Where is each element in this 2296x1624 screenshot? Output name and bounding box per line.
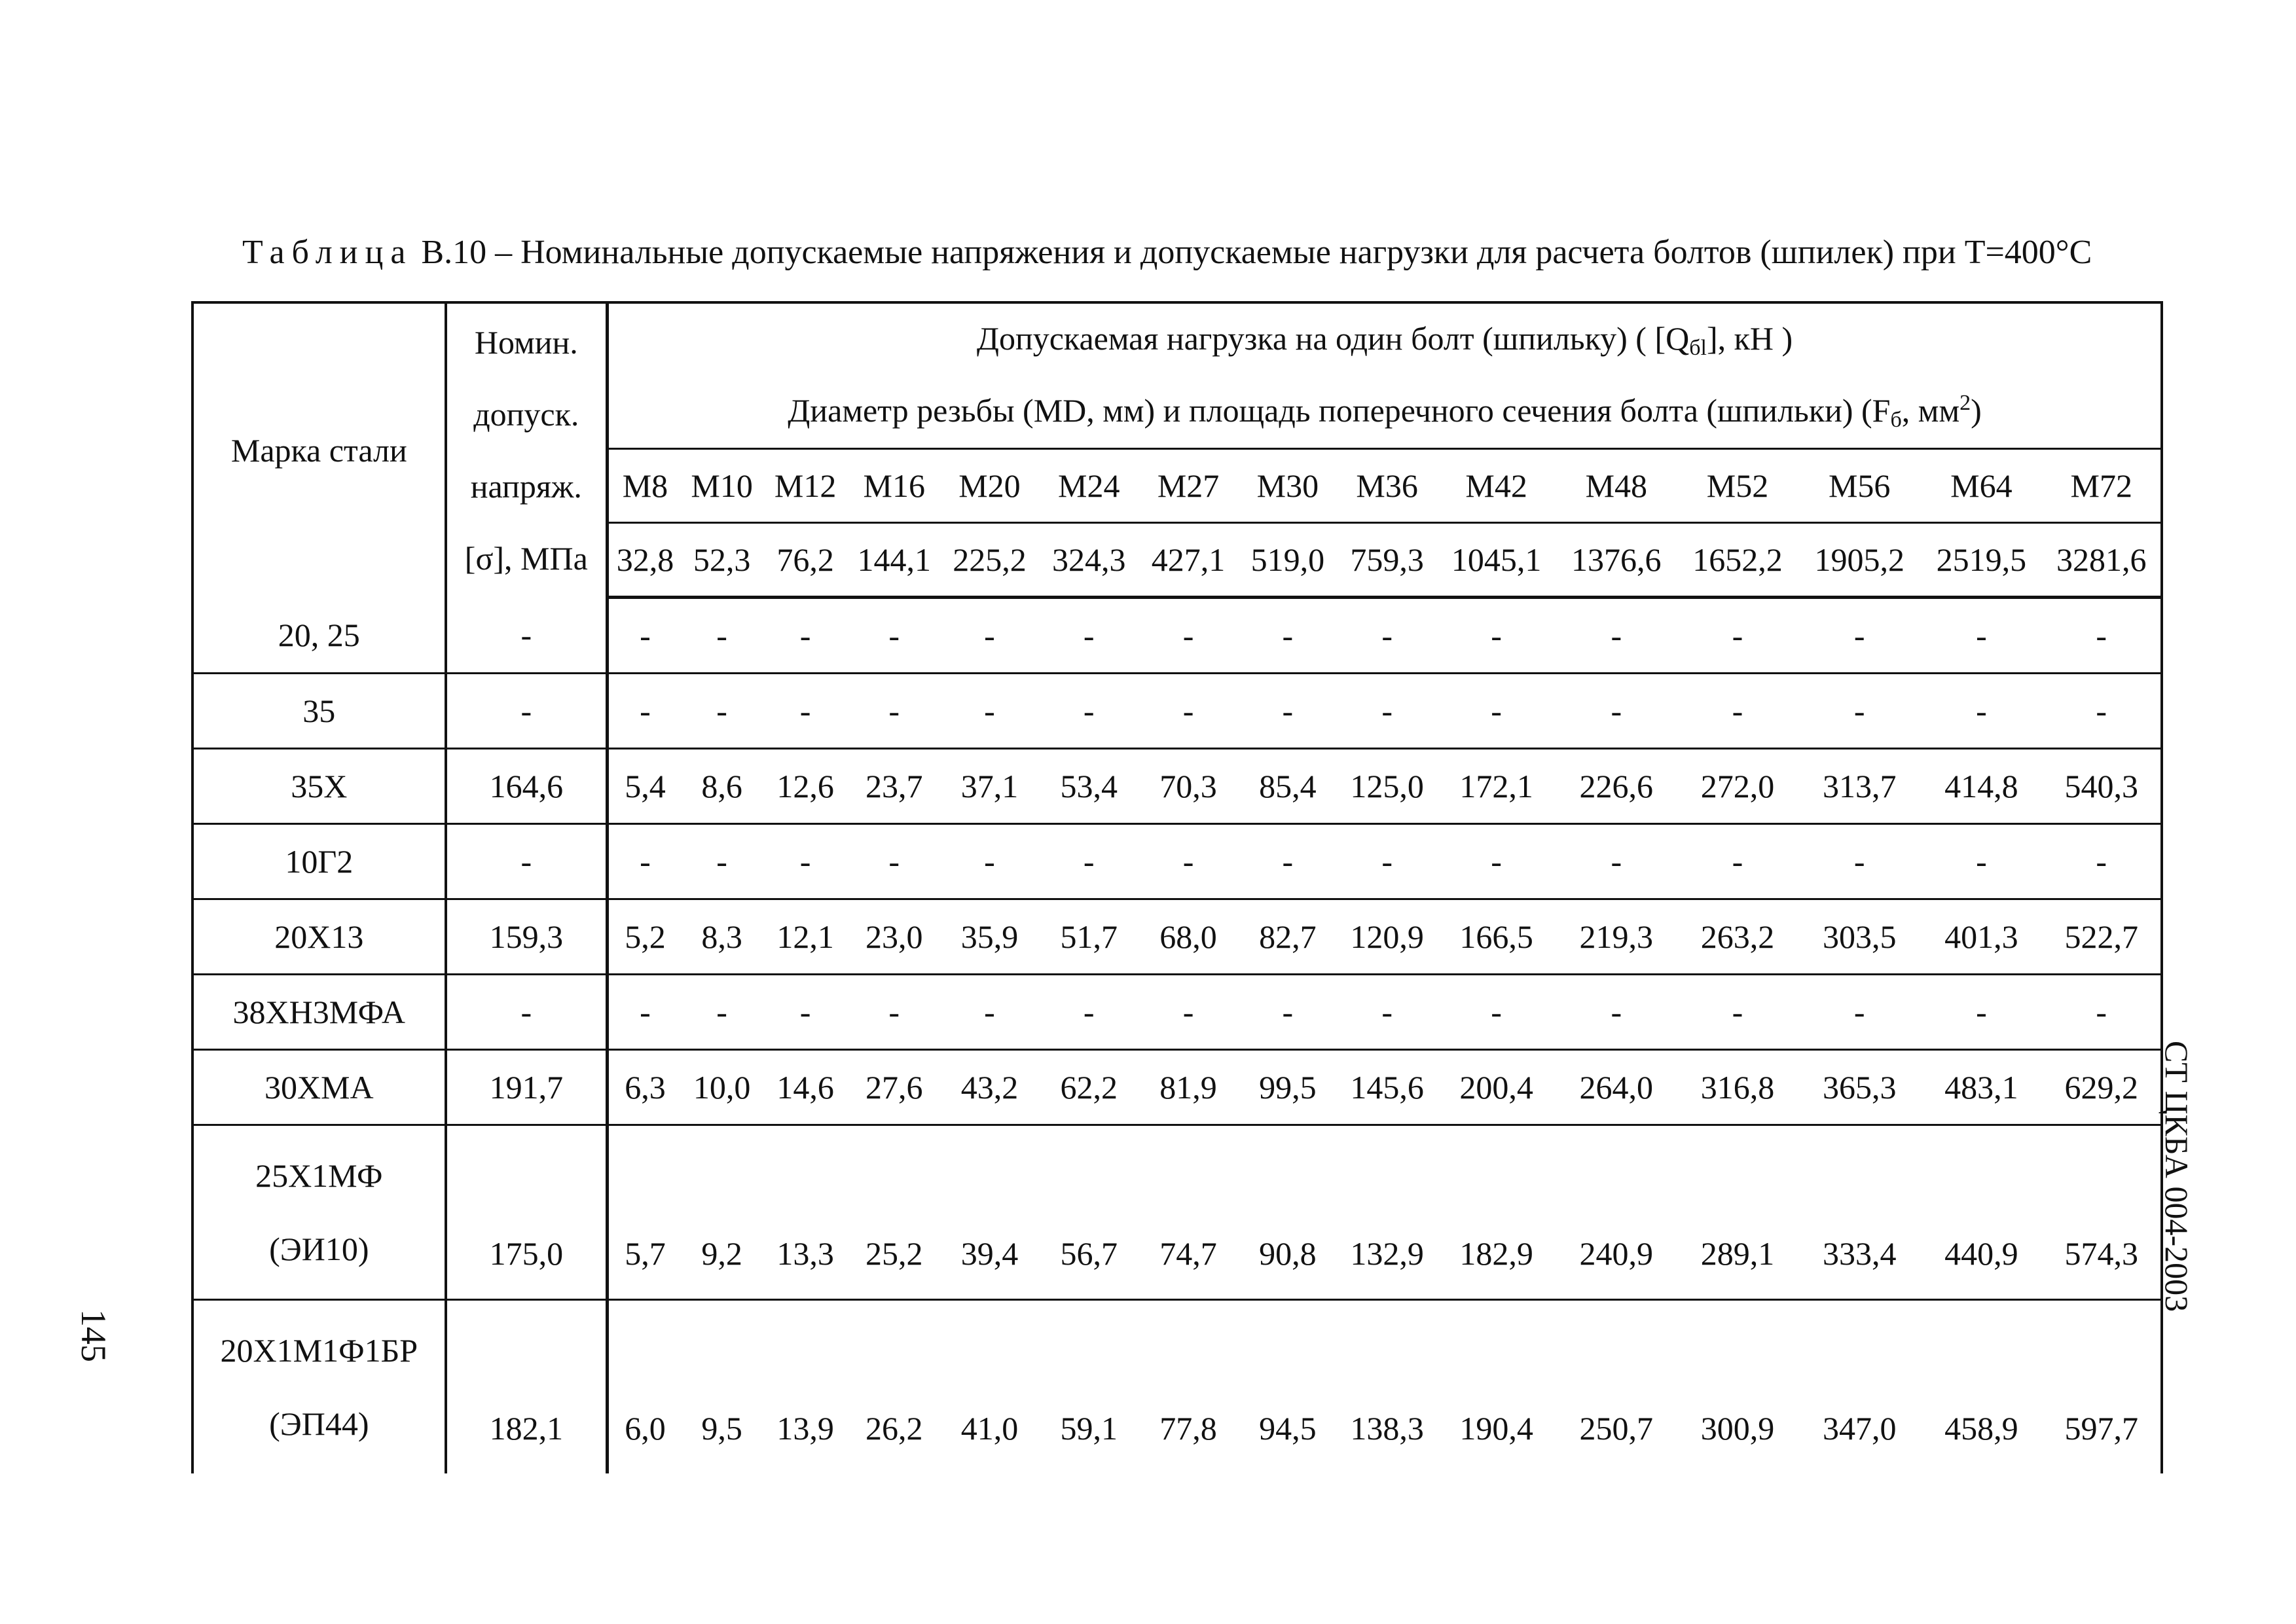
load-cell: - bbox=[1238, 975, 1338, 1050]
steel-grade-line: (ЭИ10) bbox=[269, 1231, 369, 1267]
load-cell: - bbox=[1798, 824, 1920, 899]
load-cell: - bbox=[940, 975, 1040, 1050]
load-cell: - bbox=[1338, 975, 1437, 1050]
load-cell: - bbox=[1238, 598, 1338, 674]
load-cell: - bbox=[682, 674, 762, 749]
load-cell: - bbox=[1920, 674, 2042, 749]
area-cell: 1045,1 bbox=[1437, 523, 1556, 598]
load-cell: 41,0 bbox=[960, 1410, 1019, 1447]
header-diam-text: Диаметр резьбы (MD, мм) и площадь поперечного сечения болта (шпильки) (F bbox=[788, 392, 1891, 429]
header-stress-line-2: допуск. bbox=[473, 396, 579, 433]
header-stress-line-3: напряж. bbox=[470, 468, 582, 505]
stress-cell: 191,7 bbox=[446, 1050, 608, 1125]
table-row bbox=[192, 749, 2162, 824]
load-cell: 23,0 bbox=[848, 899, 940, 975]
load-cell: 74,7 bbox=[1139, 1125, 1238, 1300]
header-load-sub: бl bbox=[1689, 335, 1707, 360]
load-cell: 289,1 bbox=[1677, 1125, 1798, 1300]
load-cell: - bbox=[1798, 598, 1920, 674]
area-cell: 32,8 bbox=[608, 523, 682, 598]
stress-cell: 175,0 bbox=[446, 1125, 608, 1300]
area-cell: 759,3 bbox=[1338, 523, 1437, 598]
header-diam-sub: б bbox=[1890, 408, 1902, 432]
header-stress bbox=[446, 302, 608, 598]
diameter-cell: M20 bbox=[940, 449, 1040, 523]
load-cell: - bbox=[682, 975, 762, 1050]
load-cell: 316,8 bbox=[1677, 1050, 1798, 1125]
area-cell: 1905,2 bbox=[1798, 523, 1920, 598]
load-cell: - bbox=[1437, 824, 1556, 899]
load-cell: - bbox=[940, 674, 1040, 749]
load-cell: 94,5 bbox=[1259, 1410, 1317, 1447]
header-load-text: Допускаемая нагрузка на один болт (шпильку) ( [Q bbox=[976, 319, 1690, 357]
load-cell: 172,1 bbox=[1437, 749, 1556, 824]
header-stress-line-4: [σ], МПа bbox=[464, 540, 588, 577]
header-load-tail: ], кН ) bbox=[1706, 319, 1793, 357]
load-cell: - bbox=[1556, 598, 1677, 674]
load-cell: - bbox=[608, 824, 682, 899]
load-cell: 522,7 bbox=[2043, 899, 2162, 975]
load-cell: - bbox=[762, 598, 848, 674]
load-cell: 219,3 bbox=[1556, 899, 1677, 975]
load-cell: 37,1 bbox=[940, 749, 1040, 824]
load-cell: 483,1 bbox=[1920, 1050, 2042, 1125]
area-cell: 52,3 bbox=[682, 523, 762, 598]
load-cell: 12,6 bbox=[762, 749, 848, 824]
load-cell: - bbox=[1338, 598, 1437, 674]
diameter-cell: M10 bbox=[682, 449, 762, 523]
area-cell: 1376,6 bbox=[1556, 523, 1677, 598]
load-cell: 35,9 bbox=[940, 899, 1040, 975]
header-load-title bbox=[608, 302, 2162, 376]
load-cell: 99,5 bbox=[1238, 1050, 1338, 1125]
load-cell: 59,1 bbox=[1060, 1410, 1118, 1447]
load-cell: - bbox=[2043, 824, 2162, 899]
load-cell: 300,9 bbox=[1700, 1410, 1775, 1447]
load-cell: - bbox=[682, 824, 762, 899]
load-cell: - bbox=[1139, 824, 1238, 899]
header-stress-line-1: Номин. bbox=[474, 324, 578, 361]
load-cell: 70,3 bbox=[1139, 749, 1238, 824]
load-cell: - bbox=[1677, 824, 1798, 899]
load-cell: - bbox=[848, 598, 940, 674]
diameter-cell: M36 bbox=[1338, 449, 1437, 523]
table-row bbox=[192, 975, 2162, 1050]
table-caption bbox=[242, 236, 2092, 270]
diameter-cell: M42 bbox=[1437, 449, 1556, 523]
load-cell: 303,5 bbox=[1798, 899, 1920, 975]
diameter-cell: M16 bbox=[848, 449, 940, 523]
load-cell: 132,9 bbox=[1338, 1125, 1437, 1300]
area-cell: 144,1 bbox=[848, 523, 940, 598]
diameter-cell: M27 bbox=[1139, 449, 1238, 523]
load-cell: - bbox=[1677, 674, 1798, 749]
area-cell: 76,2 bbox=[762, 523, 848, 598]
diameter-cell: M56 bbox=[1798, 449, 1920, 523]
load-cell: - bbox=[608, 674, 682, 749]
load-cell: 226,6 bbox=[1556, 749, 1677, 824]
diameter-cell: M64 bbox=[1920, 449, 2042, 523]
load-cell: 13,9 bbox=[776, 1410, 834, 1447]
diameter-cell: M24 bbox=[1039, 449, 1139, 523]
load-cell: 10,0 bbox=[682, 1050, 762, 1125]
load-cell: 5,4 bbox=[608, 749, 682, 824]
area-cell: 225,2 bbox=[940, 523, 1040, 598]
header-diam-sup: 2 bbox=[1959, 391, 1971, 415]
load-cell: - bbox=[1677, 598, 1798, 674]
load-cell: - bbox=[1139, 598, 1238, 674]
diameter-cell: M72 bbox=[2043, 449, 2162, 523]
load-cell: 13,3 bbox=[762, 1125, 848, 1300]
load-cell: 200,4 bbox=[1437, 1050, 1556, 1125]
header-diam-tail: ) bbox=[1971, 392, 1982, 429]
load-cell: 85,4 bbox=[1238, 749, 1338, 824]
load-cell: 347,0 bbox=[1822, 1410, 1897, 1447]
steel-grade-cell: 10Г2 bbox=[192, 824, 446, 899]
load-cell: 125,0 bbox=[1338, 749, 1437, 824]
header-diameter-title bbox=[608, 376, 2162, 449]
area-cell: 324,3 bbox=[1039, 523, 1139, 598]
load-cell: 365,3 bbox=[1798, 1050, 1920, 1125]
load-cell: - bbox=[1437, 975, 1556, 1050]
load-cell: - bbox=[762, 824, 848, 899]
load-cell: - bbox=[1238, 674, 1338, 749]
load-cell: 27,6 bbox=[848, 1050, 940, 1125]
load-cell: 6,0 bbox=[625, 1410, 666, 1447]
load-cell: - bbox=[762, 975, 848, 1050]
load-cell: 250,7 bbox=[1579, 1410, 1654, 1447]
caption-prefix: Таблица bbox=[242, 234, 413, 271]
load-cell: 272,0 bbox=[1677, 749, 1798, 824]
header-diam-mid: , мм bbox=[1901, 392, 1960, 429]
load-cell: - bbox=[1677, 975, 1798, 1050]
area-cell: 519,0 bbox=[1238, 523, 1338, 598]
steel-grade-line: 20Х1М1Ф1БР bbox=[220, 1332, 418, 1369]
table-row bbox=[192, 674, 2162, 749]
load-cell: 401,3 bbox=[1920, 899, 2042, 975]
load-cell: - bbox=[1798, 674, 1920, 749]
load-cell: - bbox=[608, 598, 682, 674]
stress-cell: - bbox=[446, 975, 608, 1050]
load-cell: 23,7 bbox=[848, 749, 940, 824]
stress-cell: - bbox=[446, 824, 608, 899]
load-cell: - bbox=[940, 824, 1040, 899]
steel-grade-cell bbox=[192, 1300, 446, 1474]
load-cell: 240,9 bbox=[1556, 1125, 1677, 1300]
steel-grade-cell: 20Х13 bbox=[192, 899, 446, 975]
table-row bbox=[192, 899, 2162, 975]
area-cell: 3281,6 bbox=[2043, 523, 2162, 598]
load-cell: 51,7 bbox=[1039, 899, 1139, 975]
steel-grade-line: 25Х1МФ bbox=[255, 1157, 383, 1194]
load-cell: 120,9 bbox=[1338, 899, 1437, 975]
area-cell: 2519,5 bbox=[1920, 523, 2042, 598]
load-cell: 264,0 bbox=[1556, 1050, 1677, 1125]
load-cell: 43,2 bbox=[940, 1050, 1040, 1125]
load-cell: - bbox=[682, 598, 762, 674]
diameter-cell: M12 bbox=[762, 449, 848, 523]
load-cell: 82,7 bbox=[1238, 899, 1338, 975]
load-cell: - bbox=[848, 674, 940, 749]
load-cell: 9,5 bbox=[701, 1410, 742, 1447]
stress-cell: 182,1 bbox=[446, 1300, 608, 1474]
diameter-cell: M52 bbox=[1677, 449, 1798, 523]
load-cell: - bbox=[1798, 975, 1920, 1050]
stress-cell: - bbox=[446, 598, 608, 674]
load-cell: 53,4 bbox=[1039, 749, 1139, 824]
load-cell: 440,9 bbox=[1920, 1125, 2042, 1300]
load-cell: - bbox=[1338, 824, 1437, 899]
area-cell: 1652,2 bbox=[1677, 523, 1798, 598]
load-cell: 8,6 bbox=[682, 749, 762, 824]
load-cell: 145,6 bbox=[1338, 1050, 1437, 1125]
load-cell: - bbox=[848, 824, 940, 899]
load-cell: 540,3 bbox=[2043, 749, 2162, 824]
table-row bbox=[192, 598, 2162, 674]
load-cell: 77,8 bbox=[1159, 1410, 1217, 1447]
load-cell: 6,3 bbox=[608, 1050, 682, 1125]
steel-grade-cell: 38ХН3МФА bbox=[192, 975, 446, 1050]
caption-text: В.10 – Номинальные допускаемые напряжения и допускаемые нагрузки для расчета болтов (шпилек) при Т=400°С bbox=[412, 234, 2092, 271]
load-cell: - bbox=[848, 975, 940, 1050]
load-cell: 333,4 bbox=[1798, 1125, 1920, 1300]
table-row bbox=[192, 1050, 2162, 1125]
table-row bbox=[192, 824, 2162, 899]
load-cell: - bbox=[1920, 598, 2042, 674]
load-cell: - bbox=[1139, 975, 1238, 1050]
steel-grade-cell: 30ХМА bbox=[192, 1050, 446, 1125]
load-cell: 8,3 bbox=[682, 899, 762, 975]
table-row bbox=[192, 1300, 2162, 1474]
load-cell: - bbox=[1039, 824, 1139, 899]
load-cell: 166,5 bbox=[1437, 899, 1556, 975]
load-cell: - bbox=[1556, 824, 1677, 899]
load-cell: 62,2 bbox=[1039, 1050, 1139, 1125]
load-cell: 12,1 bbox=[762, 899, 848, 975]
load-cell: 182,9 bbox=[1437, 1125, 1556, 1300]
page-number: 145 bbox=[74, 1309, 113, 1362]
steel-grade-cell bbox=[192, 1125, 446, 1300]
load-cell: 14,6 bbox=[762, 1050, 848, 1125]
steel-grade-cell: 20, 25 bbox=[192, 598, 446, 674]
load-cell: 313,7 bbox=[1798, 749, 1920, 824]
load-cell: 629,2 bbox=[2043, 1050, 2162, 1125]
load-cell: 458,9 bbox=[1944, 1410, 2018, 1447]
load-cell: - bbox=[1338, 674, 1437, 749]
table-row bbox=[192, 1125, 2162, 1300]
area-cell: 427,1 bbox=[1139, 523, 1238, 598]
diameter-cell: M30 bbox=[1238, 449, 1338, 523]
load-cell: - bbox=[1139, 674, 1238, 749]
load-cell: 414,8 bbox=[1920, 749, 2042, 824]
load-cell: - bbox=[1437, 598, 1556, 674]
load-cell: 25,2 bbox=[848, 1125, 940, 1300]
load-cell: 5,7 bbox=[608, 1125, 682, 1300]
diameter-cell: M48 bbox=[1556, 449, 1677, 523]
load-cell: - bbox=[1556, 975, 1677, 1050]
load-cell: - bbox=[1039, 975, 1139, 1050]
load-cell: 574,3 bbox=[2043, 1125, 2162, 1300]
load-cell: 138,3 bbox=[1350, 1410, 1424, 1447]
load-cell: 263,2 bbox=[1677, 899, 1798, 975]
load-cell: 81,9 bbox=[1139, 1050, 1238, 1125]
load-cell: - bbox=[2043, 975, 2162, 1050]
steel-grade-line: (ЭП44) bbox=[269, 1405, 369, 1442]
load-cell: 90,8 bbox=[1238, 1125, 1338, 1300]
data-table bbox=[191, 301, 2163, 1473]
load-cell: 39,4 bbox=[940, 1125, 1040, 1300]
load-cell: 26,2 bbox=[865, 1410, 923, 1447]
header-grade: Марка стали bbox=[192, 302, 446, 598]
stress-cell: 164,6 bbox=[446, 749, 608, 824]
load-cell: - bbox=[1039, 598, 1139, 674]
steel-grade-cell: 35Х bbox=[192, 749, 446, 824]
stress-cell: 159,3 bbox=[446, 899, 608, 975]
load-cell: - bbox=[1039, 674, 1139, 749]
load-cell: 68,0 bbox=[1139, 899, 1238, 975]
stress-cell: - bbox=[446, 674, 608, 749]
load-cell: - bbox=[2043, 598, 2162, 674]
load-cell: 9,2 bbox=[682, 1125, 762, 1300]
load-cell: - bbox=[940, 598, 1040, 674]
load-cell: - bbox=[1920, 975, 2042, 1050]
load-cell: - bbox=[608, 975, 682, 1050]
load-cell: 190,4 bbox=[1459, 1410, 1533, 1447]
load-cell: - bbox=[1238, 824, 1338, 899]
load-cell: 5,2 bbox=[608, 899, 682, 975]
load-cell: 56,7 bbox=[1039, 1125, 1139, 1300]
load-cell: - bbox=[1920, 824, 2042, 899]
load-cell: - bbox=[1437, 674, 1556, 749]
document-code: СТ ЦКБА 004-2003 bbox=[2159, 1041, 2195, 1312]
load-cell: 597,7 bbox=[2043, 1300, 2162, 1474]
load-cell: - bbox=[1556, 674, 1677, 749]
steel-grade-cell: 35 bbox=[192, 674, 446, 749]
load-cell: - bbox=[762, 674, 848, 749]
diameter-cell: M8 bbox=[608, 449, 682, 523]
load-cell: - bbox=[2043, 674, 2162, 749]
